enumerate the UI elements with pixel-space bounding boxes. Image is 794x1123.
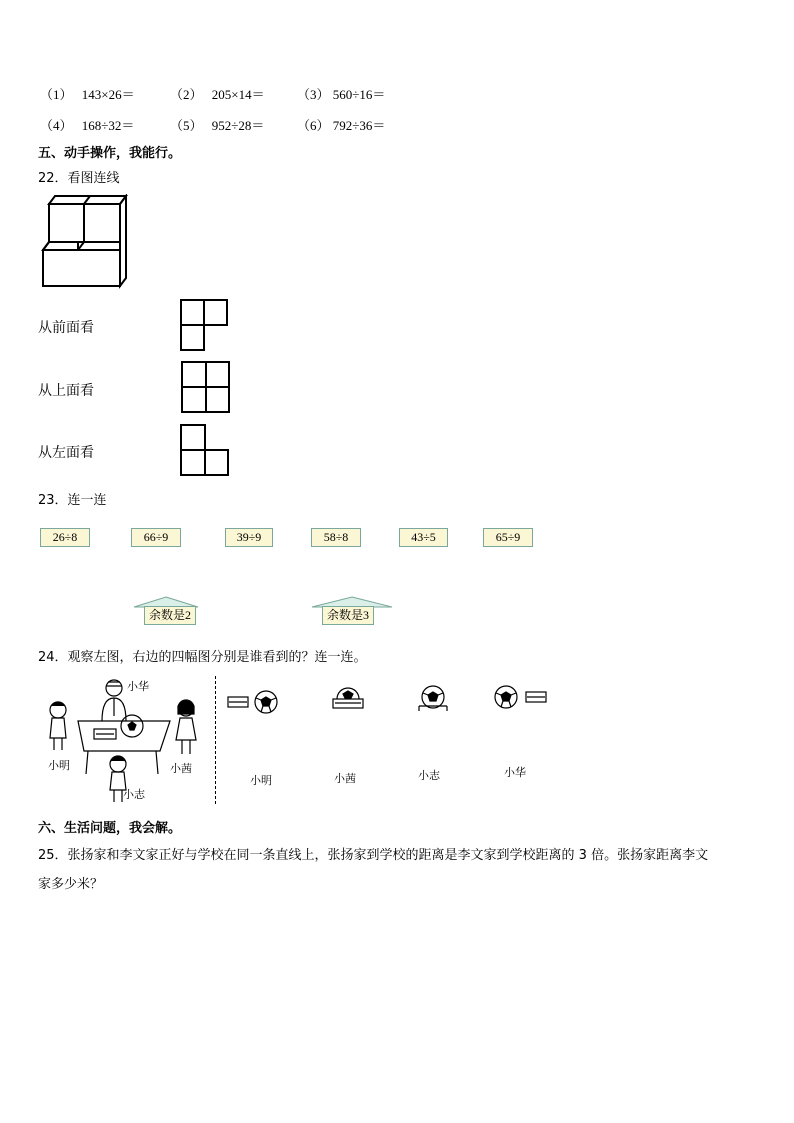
calc-5-expr: 952÷28＝ [211,118,265,133]
division-card-5[interactable]: 43÷5 [399,528,448,547]
calc-2 [170,84,265,103]
calc-5-num: （5） [170,118,203,133]
section5-heading: 五、动手操作，我能行。 [38,146,182,161]
calc-2-expr: 205×14＝ [211,87,265,102]
calc-3-num: （3） [297,87,330,102]
scene-name-xiaozhi: 小志 [123,788,145,801]
calc-4-expr: 168÷32＝ [81,118,135,133]
calc-1-num: （1） [40,87,73,102]
calc-3 [297,84,385,103]
view-caption-2: 小茜 [334,772,356,785]
scene-name-xiaoqian: 小茜 [170,762,192,775]
view-label-left: 从左面看 [38,445,94,461]
view-caption-4: 小华 [504,766,526,779]
calc-5 [170,115,264,134]
q25-line1: 25．张扬家和李文家正好与学校在同一条直线上，张扬家到学校的距离是李文家到学校距离的 3 倍。张扬家距离李文 [38,848,709,863]
calc-3-expr: 560÷16＝ [332,87,386,102]
division-card-4[interactable]: 58÷8 [311,528,361,547]
view-label-top: 从上面看 [38,383,94,399]
division-card-3[interactable]: 39÷9 [225,528,273,547]
calc-4-num: （4） [40,118,73,133]
view-caption-3: 小志 [418,769,440,782]
calc-4 [40,115,134,134]
section6-heading: 六、生活问题，我会解。 [38,821,182,836]
remainder-card-3[interactable]: 余数是3 [322,606,374,625]
q22-title: 22．看图连线 [38,171,120,186]
scene-name-xiaoming: 小明 [48,759,70,772]
dashed-divider [215,676,216,804]
view-picture-3[interactable] [416,684,450,714]
q25-line2: 家多少米？ [38,877,104,892]
division-card-6[interactable]: 65÷9 [483,528,533,547]
view-diagram-3[interactable] [179,423,231,479]
calc-1-expr: 143×26＝ [81,87,135,102]
view-picture-2[interactable] [330,685,366,715]
calc-2-num: （2） [170,87,203,102]
view-diagram-1[interactable] [179,298,231,354]
scene-name-xiaohua: 小华 [127,680,149,693]
view-diagram-2[interactable] [180,360,232,416]
calc-6-expr: 792÷36＝ [332,118,386,133]
view-caption-1: 小明 [250,774,272,787]
calc-1 [40,84,135,103]
remainder-card-2[interactable]: 余数是2 [144,606,196,625]
division-card-2[interactable]: 66÷9 [131,528,181,547]
view-picture-1[interactable] [226,688,282,716]
calc-6-num: （6） [297,118,330,133]
q24-title: 24．观察左图，右边的四幅图分别是谁看到的？连一连。 [38,650,367,665]
calc-6 [297,115,385,134]
division-card-1[interactable]: 26÷8 [40,528,90,547]
cube-figure [38,194,130,290]
view-label-front: 从前面看 [38,320,94,336]
view-picture-4[interactable] [492,684,550,712]
q23-title: 23．连一连 [38,493,107,508]
